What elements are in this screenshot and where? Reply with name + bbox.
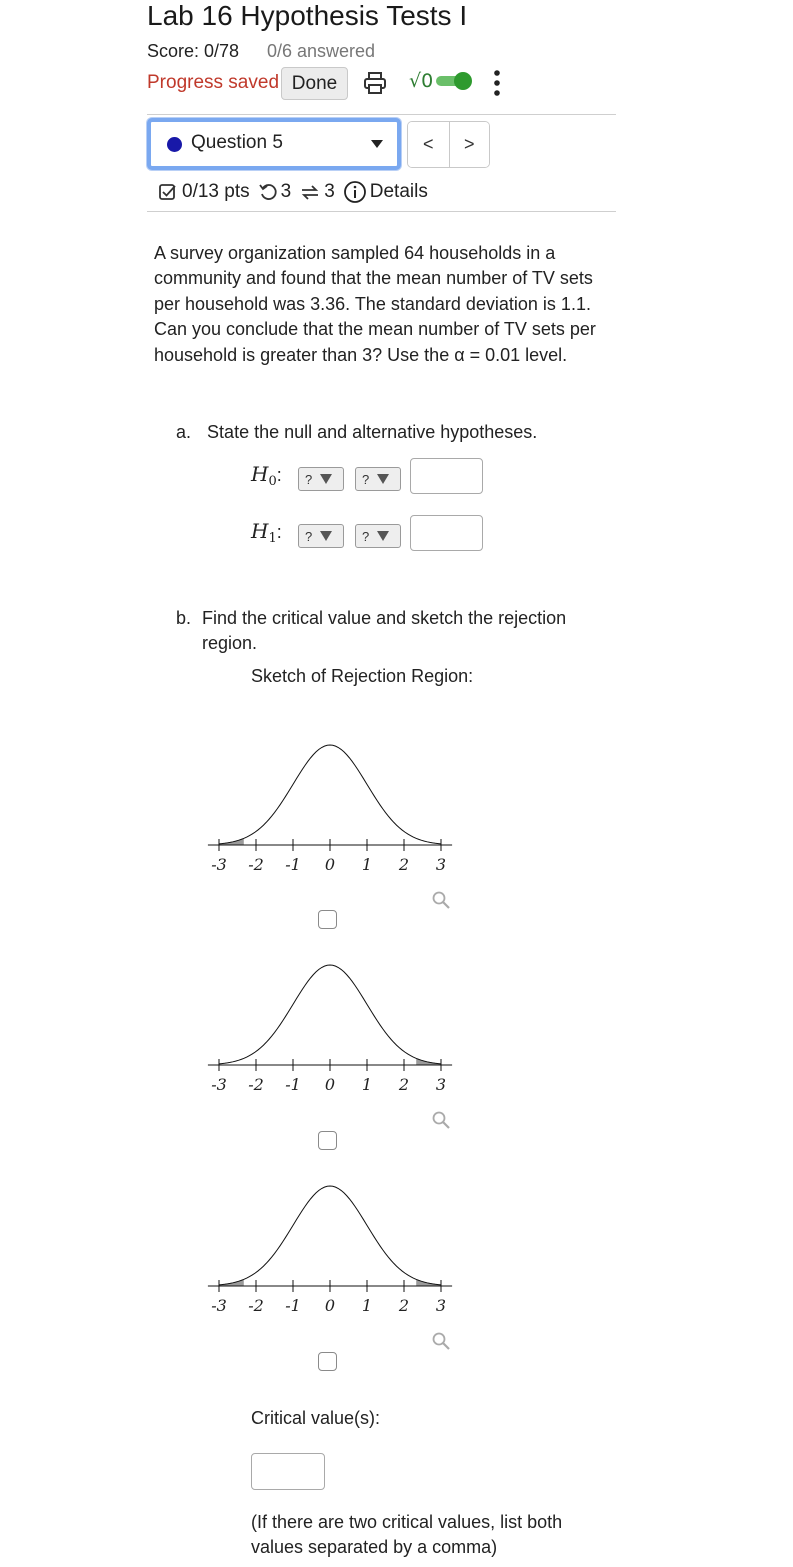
zoom-icon-lens (434, 1334, 445, 1345)
h0-subscript: 0 (268, 474, 277, 489)
part-a-text: State the null and alternative hypotheses. (207, 422, 538, 442)
next-question-button[interactable]: > (449, 122, 490, 167)
axis-tick-label: 2 (398, 855, 410, 874)
part-b-text: Find the critical value and sketch the rejection region. (202, 608, 567, 654)
normal-curve-sketch (200, 955, 470, 1135)
zoom-icon-handle (443, 902, 449, 908)
problem-text: A survey organization sampled 64 households in a community and found that the mean number of TV sets per household was 3.36. The standard deviation is 1.1. Can you conclude that the mean number of TV sets per household is greater than 3? Use the α = 0.01 level. (154, 243, 596, 365)
axis-tick-label: -3 (211, 1296, 227, 1315)
h1-label (251, 519, 282, 546)
axis-tick-label: -2 (248, 1296, 264, 1315)
dropdown-arrow-icon (320, 531, 332, 541)
zoom-icon (434, 1113, 450, 1129)
option-checkbox-right[interactable] (318, 1131, 337, 1150)
h0-colon: : (276, 465, 282, 485)
question-nav-group (407, 121, 490, 168)
axis-tick-label: -1 (285, 1296, 301, 1315)
zoom-icon-lens (434, 893, 445, 904)
axis-tick-label: 2 (398, 1296, 410, 1315)
rejection-option-left[interactable] (200, 735, 470, 920)
critical-value-note: (If there are two critical values, list both values separated by a comma) (251, 1512, 563, 1558)
h0-parameter-value: ? (305, 471, 313, 487)
details-label: Details (369, 181, 428, 202)
critical-value-label: Critical value(s): (251, 1408, 381, 1428)
sqrt-icon: √0 (409, 70, 434, 92)
h0-symbol: H (251, 462, 269, 486)
normal-curve-line (219, 745, 441, 844)
axis-tick-label: 0 (324, 855, 336, 874)
h1-parameter-select[interactable] (298, 524, 344, 548)
header-divider (147, 114, 616, 115)
h1-subscript: 1 (268, 531, 277, 546)
zoom-icon-handle (443, 1122, 449, 1128)
axis-tick-label: 2 (398, 1075, 410, 1094)
kebab-icon-svg (490, 68, 504, 98)
zoom-icon-lens (434, 1113, 445, 1124)
question-select[interactable] (147, 118, 401, 170)
checkbox-score-icon (158, 182, 178, 202)
question-select-label: Question 5 (191, 132, 283, 153)
caret-down-icon (371, 140, 383, 148)
axis-tick-label: 0 (324, 1075, 336, 1094)
axis-tick-label: 3 (435, 855, 447, 874)
toggle-switch[interactable] (436, 72, 476, 90)
info-icon (343, 180, 367, 204)
retry-icon (258, 182, 278, 202)
score-text: Score: 0/78 (147, 41, 240, 61)
option-checkbox-left[interactable] (318, 910, 337, 929)
points-text: 0/13 pts (182, 181, 250, 202)
axis-tick-label: -1 (285, 855, 301, 874)
done-button[interactable]: Done (281, 67, 348, 100)
answered-count: 0/6 answered (267, 41, 376, 61)
h1-colon: : (276, 522, 282, 542)
axis-tick-label: 3 (435, 1296, 447, 1315)
part-a-marker: a. (176, 422, 192, 442)
assignment-title: Lab 16 Hypothesis Tests I (147, 0, 468, 31)
h0-parameter-select[interactable] (298, 467, 344, 491)
zoom-icon-handle (443, 1343, 449, 1349)
h0-relation-select[interactable] (355, 467, 401, 491)
rejection-option-right[interactable] (200, 955, 470, 1140)
axis-tick-label: 1 (361, 1296, 373, 1315)
critical-value-input[interactable] (251, 1453, 325, 1490)
print-icon[interactable] (362, 70, 388, 101)
previous-question-button[interactable]: < (408, 122, 449, 167)
h1-value-input[interactable] (410, 515, 483, 551)
zoom-icon (434, 893, 450, 909)
normal-curve-sketch (200, 1176, 470, 1356)
attempts-count: 3 (324, 181, 335, 202)
normal-curve-sketch (200, 735, 470, 915)
question-meta (158, 180, 428, 204)
progress-status: Progress saved (147, 72, 280, 93)
toggle-knob (454, 72, 472, 90)
axis-tick-label: 0 (324, 1296, 336, 1315)
dropdown-arrow-icon (377, 531, 389, 541)
rejection-option-two-tailed[interactable] (200, 1176, 470, 1361)
print-icon-svg (362, 70, 388, 96)
axis-tick-label: -1 (285, 1075, 301, 1094)
part-b-marker: b. (176, 608, 192, 628)
axis-tick-label: -3 (211, 1075, 227, 1094)
axis-tick-label: 1 (361, 855, 373, 874)
axis-tick-label: 1 (361, 1075, 373, 1094)
more-options-icon[interactable] (490, 68, 504, 103)
h1-symbol: H (251, 519, 269, 543)
axis-tick-label: -3 (211, 855, 227, 874)
sketch-title: Sketch of Rejection Region: (251, 666, 474, 686)
attempts-icon (299, 182, 321, 202)
zoom-icon (434, 1334, 450, 1350)
question-status-dot (167, 137, 182, 152)
dropdown-arrow-icon (320, 474, 332, 484)
axis-tick-label: 3 (435, 1075, 447, 1094)
normal-curve-line (219, 1186, 441, 1285)
axis-tick-label: -2 (248, 1075, 264, 1094)
details-link[interactable] (343, 180, 428, 204)
retries-count: 3 (280, 181, 292, 202)
h0-relation-value: ? (362, 471, 370, 487)
h1-parameter-value: ? (305, 528, 313, 544)
part-b-heading (176, 606, 606, 657)
dropdown-arrow-icon (377, 474, 389, 484)
h0-label (251, 462, 282, 489)
part-a-heading (176, 422, 537, 443)
h1-relation-select[interactable] (355, 524, 401, 548)
h1-relation-value: ? (362, 528, 370, 544)
meta-divider (147, 211, 616, 212)
normal-curve-line (219, 965, 441, 1064)
axis-tick-label: -2 (248, 855, 264, 874)
math-entry-toggle[interactable] (409, 70, 476, 92)
option-checkbox-two-tailed[interactable] (318, 1352, 337, 1371)
h0-value-input[interactable] (410, 458, 483, 494)
